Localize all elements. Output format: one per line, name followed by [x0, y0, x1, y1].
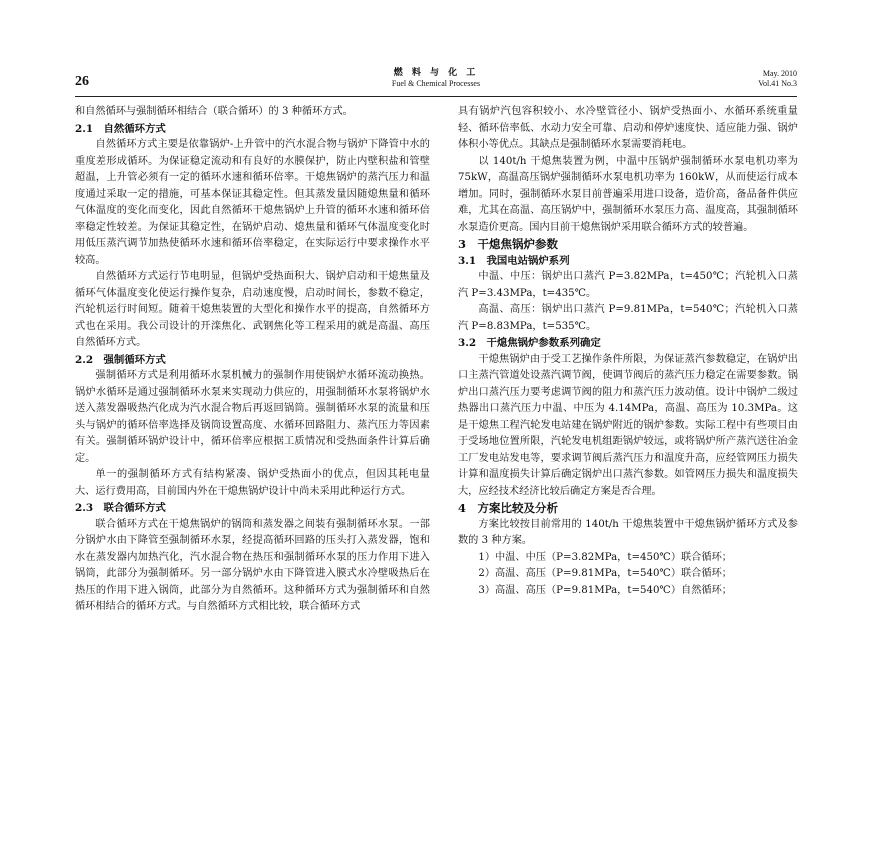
section-3-1-heading: 3.1 我国电站锅炉系列: [458, 254, 570, 267]
running-header: [75, 66, 797, 97]
scheme-item-3: 3）高温、高压（P=9.81MPa，t=540℃）自然循环；: [478, 584, 732, 596]
section-2-2-heading: 2.2 强制循环方式: [75, 353, 166, 366]
section-3-2-paragraph-1: 干熄焦锅炉由于受工艺操作条件所限，为保证蒸汽参数稳定，在锅炉出口主蒸汽管道处设蒸汽调节阀，使调节阀后的蒸汽压力稳定在需要参数。锅炉出口蒸汽压力要考虑调节阀的阻力和蒸汽压力波动值。设计中锅炉二级过热器出口蒸汽压力中温、中压为 4.14MPa，高温、高压为 10.3MPa。这是干熄焦工程汽轮发电站建在锅炉附近的锅炉参数。实际工程中有些项目由于受场地位置所限，汽轮发电机组距锅炉较远，或将锅炉所产蒸汽送往冶金工厂发电站发电等，要求调节阀后蒸汽压力和温度升高，应经管网压力损失计算和温度损失计算后确定锅炉出口蒸汽参数。如管网压力损失和温度损失大，应经技术经济比较后确定方案是否合理。: [458, 353, 798, 497]
scheme-item-2: 2）高温、高压（P=9.81MPa，t=540℃）联合循环；: [478, 568, 732, 579]
section-3-1-paragraph-2: 高温、高压：锅炉出口蒸汽 P=9.81MPa，t=540℃；汽轮机入口蒸汽 P=8.83MPa，t=535℃。: [458, 304, 798, 332]
section-3-2-heading: 3.2 干熄焦锅炉参数系列确定: [458, 337, 601, 349]
journal-name-cn: 燃 料 与 化 工: [393, 68, 479, 78]
right-column: [458, 104, 798, 599]
section-2-2-paragraph-2: 单一的强制循环方式有结构紧凑、锅炉受热面小的优点，但因其耗电量大、运行费用高，目前国内外在干熄焦锅炉设计中尚未采用此种运行方式。: [75, 469, 430, 497]
intro-paragraph: 和自然循环与强制循环相结合（联合循环）的 3 种循环方式。: [75, 106, 353, 117]
issue-info: [758, 69, 797, 89]
page-number: 26: [75, 74, 89, 89]
section-2-1-paragraph-1: 自然循环方式主要是依靠锅炉-上升管中的汽水混合物与锅炉下降管中水的重度差形成循环。为保证稳定流动和有良好的水膜保护，防止内壁积盐和管壁超温，上升管必须有一定的循环水速和循环倍率。干熄焦锅炉的蒸汽压力和温度通过采取一定的措施，可基本保证其稳定性。但其蒸发量因随熄焦量和循环气体温度的变化而变化，因此自然循环干熄焦锅炉上升管的循环水速和循环倍率稳定性较差。为保证其稳定性，在锅炉启动、熄焦量和循环气体温度变化时用低压蒸汽调节加热使循环水速和循环倍率稳定，在实际运行中要求操作水平较高。: [75, 139, 430, 266]
section-4-heading: 4 方案比较及分析: [458, 501, 559, 515]
example-140t-paragraph: 以 140t/h 干熄焦装置为例，中温中压锅炉强制循环水泵电机功率为 75kW，高温高压锅炉强制循环水泵电机功率为 160kW，从而使运行成本增加。同时，强制循环水泵目前普遍采用进口设备，造价高，备品备件供应难，尤其在高温、高压锅炉中，强制循环水泵压力高、温度高，其强制循环水泵造价更高。国内目前干熄焦锅炉采用联合循环方式的较普遍。: [458, 155, 798, 233]
left-column: [75, 104, 430, 616]
issue-volume: Vol.41 No.3: [758, 79, 797, 88]
section-2-1-paragraph-2: 自然循环方式运行节电明显，但锅炉受热面积大、锅炉启动和干熄焦量及循环气体温度变化使运行操作复杂，启动速度慢，启动时间长，参数不稳定，汽轮机运行时间短。随着干熄焦装置的大型化和操作水平的提高，自然循环方式也在采用。我公司设计的开滦焦化、武钢焦化等工程采用的就是高温、高压自然循环方式。: [75, 271, 430, 348]
section-2-3-heading: 2.3 联合循环方式: [75, 502, 166, 514]
section-3-1-paragraph-1: 中温、中压：锅炉出口蒸汽 P=3.82MPa，t=450℃；汽轮机入口蒸汽 P=3.43MPa，t=435℃。: [458, 271, 798, 299]
section-2-3-paragraph-1: 联合循环方式在干熄焦锅炉的锅筒和蒸发器之间装有强制循环水泵。一部分锅炉水由下降管至强制循环水泵，经提高循环回路的压头打入蒸发器，饱和水在蒸发器内加热汽化，汽水混合物在热压和强制循环水泵的压力作用下进入锅筒，此部分为强制循环。另一部分锅炉水由下降管进入膜式水冷壁吸热后在热压的作用下进入锅筒，此部分为自然循环。这种循环方式为强制循环和自然循环相结合的循环方式。与自然循环方式相比较，联合循环方式: [75, 518, 430, 612]
continued-paragraph: 具有锅炉汽包容积较小、水冷壁管径小、锅炉受热面小、水循环系统重量轻、循环倍率低、水动力安全可靠、启动和停炉速度快、适应能力强、锅炉体积小等优点。其缺点是强制循环水泵需要消耗电。: [458, 106, 798, 150]
scheme-item-1: 1）中温、中压（P=3.82MPa，t=450℃）联合循环；: [478, 551, 732, 563]
section-2-1-heading: 2.1 自然循环方式: [75, 122, 166, 135]
issue-date: May. 2010: [762, 69, 797, 78]
section-3-heading: 3 干熄焦锅炉参数: [458, 237, 559, 251]
section-2-2-paragraph-1: 强制循环方式是利用循环水泵机械力的强制作用使锅炉水循环流动换热。锅炉水循环是通过强制循环水泵来实现动力供应的，用强制循环水泵将锅炉水送入蒸发器吸热汽化成为汽水混合物后再返回锅筒。强制循环水泵的流量和压头与锅炉的循环倍率选择及锅筒设置高度、水循环回路阻力、蒸汽压力等因素有关。强制循环锅炉设计中，循环倍率应根据工质情况和受热面条件计算后确定。: [75, 370, 430, 464]
section-4-paragraph-1: 方案比较按目前常用的 140t/h 干熄焦装置中干熄焦锅炉循环方式及参数的 3 种方案。: [458, 518, 798, 546]
journal-name-en: Fuel & Chemical Processes: [391, 79, 481, 88]
journal-name: [75, 68, 797, 89]
